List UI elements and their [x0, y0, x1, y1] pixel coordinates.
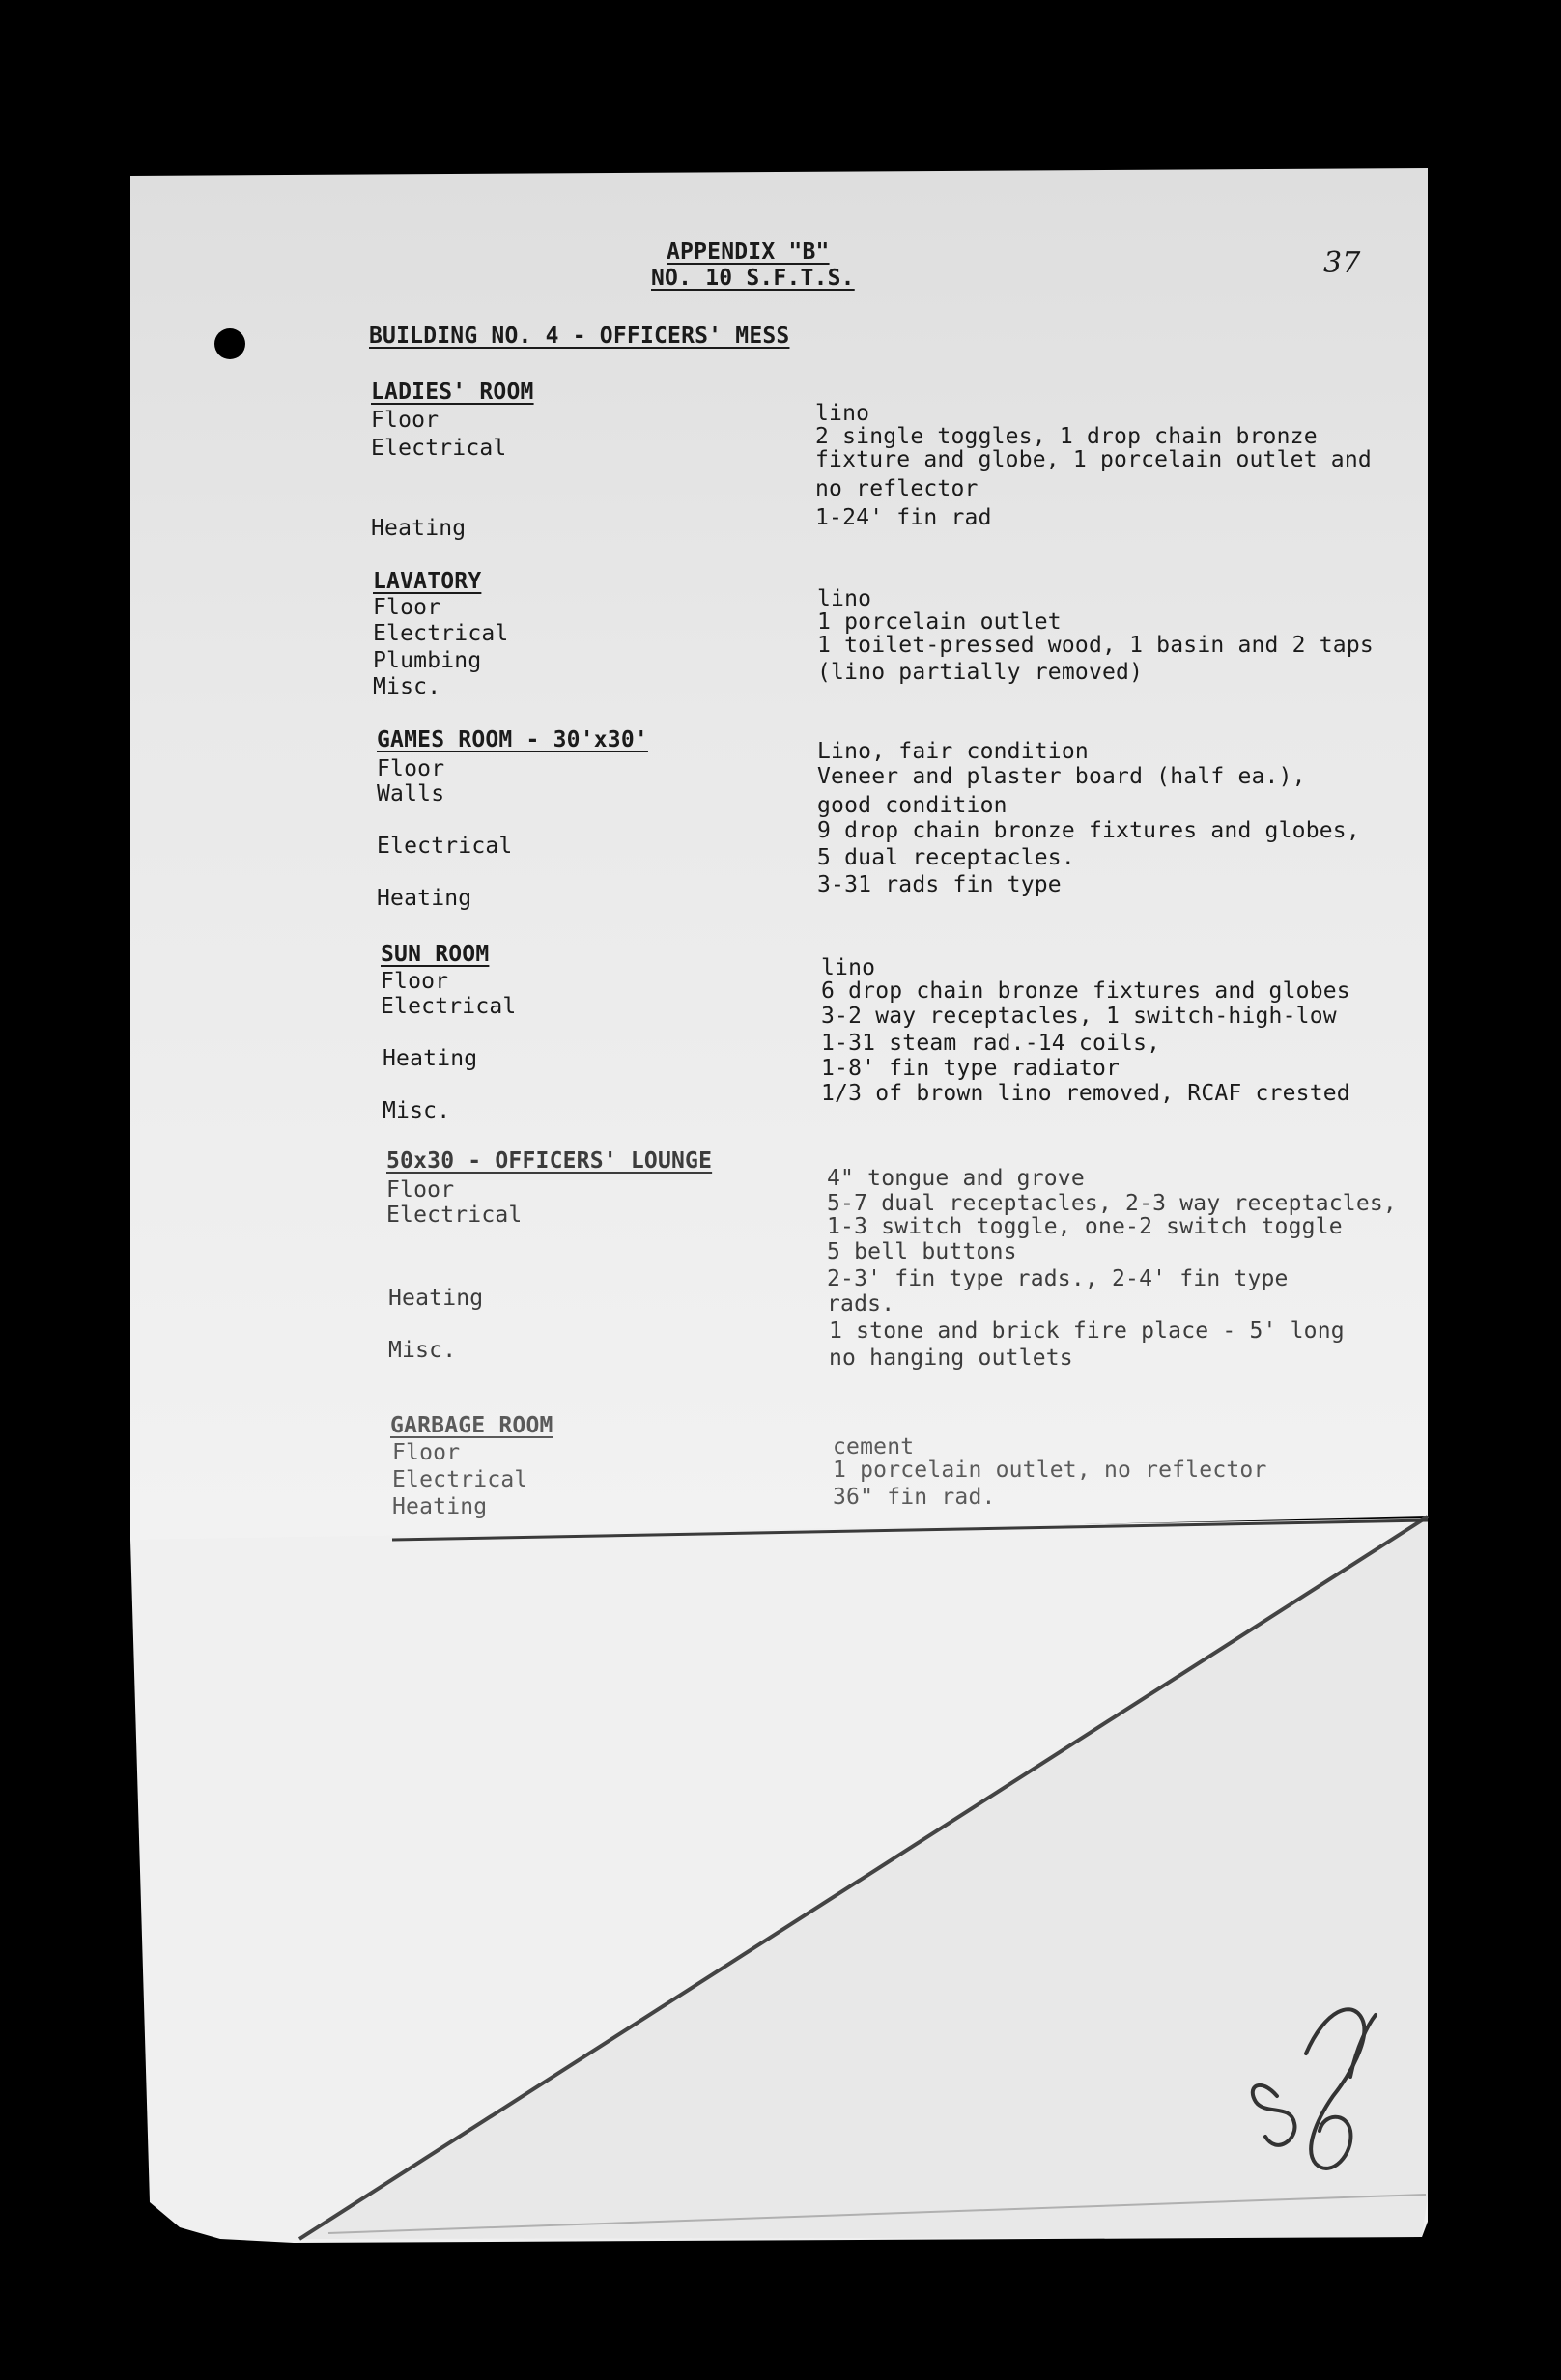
field-label: Heating [392, 1494, 488, 1519]
field-label: Misc. [373, 674, 441, 699]
field-value: fixture and globe, 1 porcelain outlet and [815, 447, 1372, 472]
field-value: good condition [817, 793, 1008, 818]
field-label: Plumbing [373, 648, 482, 673]
field-label: Misc. [383, 1098, 451, 1123]
page-number: 37 [1323, 246, 1361, 280]
building-title: BUILDING NO. 4 - OFFICERS' MESS [369, 324, 790, 349]
appendix-title: APPENDIX "B" [667, 240, 830, 265]
field-value: 2 single toggles, 1 drop chain bronze [815, 424, 1318, 449]
section-heading: LAVATORY [373, 569, 482, 594]
field-label: Heating [383, 1046, 478, 1071]
field-value: 1 porcelain outlet, no reflector [833, 1458, 1267, 1483]
field-value: 1-8' fin type radiator [821, 1056, 1121, 1081]
field-label: Heating [377, 886, 472, 911]
field-value: (lino partially removed) [817, 660, 1144, 685]
field-label: Floor [386, 1177, 455, 1203]
field-value: 1/3 of brown lino removed, RCAF crested [821, 1081, 1350, 1106]
field-label: Floor [371, 408, 440, 433]
field-value: 1 stone and brick fire place - 5' long [829, 1318, 1345, 1344]
field-label: Floor [392, 1440, 461, 1465]
section-heading: 50x30 - OFFICERS' LOUNGE [386, 1148, 713, 1174]
field-value: 5-7 dual receptacles, 2-3 way receptacles, [827, 1191, 1397, 1216]
field-label: Electrical [392, 1467, 528, 1492]
section-heading: SUN ROOM [381, 942, 490, 967]
field-value: rads. [827, 1291, 895, 1317]
field-value: 1 porcelain outlet [817, 609, 1062, 635]
field-label: Electrical [377, 834, 513, 859]
section-heading: GARBAGE ROOM [390, 1413, 553, 1438]
field-value: 3-31 rads fin type [817, 872, 1062, 897]
field-label: Misc. [388, 1338, 457, 1363]
field-value: 1-24' fin rad [815, 505, 992, 530]
field-label: Floor [373, 595, 441, 620]
field-value: Lino, fair condition [817, 739, 1089, 764]
field-value: lino [821, 955, 876, 980]
field-label: Heating [371, 516, 467, 541]
field-value: 36" fin rad. [833, 1485, 996, 1510]
field-value: lino [817, 586, 872, 611]
field-value: no hanging outlets [829, 1346, 1073, 1371]
section-heading: LADIES' ROOM [371, 380, 534, 405]
punch-hole [214, 328, 245, 359]
field-value: 5 bell buttons [827, 1239, 1017, 1264]
field-value: 1 toilet-pressed wood, 1 basin and 2 taps [817, 633, 1374, 658]
field-value: 1-3 switch toggle, one-2 switch toggle [827, 1214, 1343, 1239]
field-value: Veneer and plaster board (half ea.), [817, 764, 1306, 789]
field-label: Floor [377, 756, 445, 781]
field-label: Electrical [373, 621, 509, 646]
field-value: no reflector [815, 476, 979, 501]
field-label: Electrical [386, 1203, 523, 1228]
field-value: cement [833, 1434, 915, 1459]
field-label: Electrical [381, 994, 517, 1019]
field-value: 9 drop chain bronze fixtures and globes, [817, 818, 1360, 843]
field-label: Walls [377, 781, 445, 807]
field-value: 2-3' fin type rads., 2-4' fin type [827, 1266, 1289, 1291]
field-value: lino [815, 401, 870, 426]
field-value: 5 dual receptacles. [817, 845, 1075, 870]
field-value: 1-31 steam rad.-14 coils, [821, 1031, 1161, 1056]
field-value: 6 drop chain bronze fixtures and globes [821, 978, 1350, 1004]
field-label: Electrical [371, 436, 507, 461]
field-value: 4" tongue and grove [827, 1166, 1085, 1191]
field-label: Floor [381, 969, 449, 994]
school-title: NO. 10 S.F.T.S. [651, 266, 855, 291]
field-value: 3-2 way receptacles, 1 switch-high-low [821, 1004, 1337, 1029]
field-label: Heating [388, 1286, 484, 1311]
section-heading: GAMES ROOM - 30'x30' [377, 727, 648, 752]
